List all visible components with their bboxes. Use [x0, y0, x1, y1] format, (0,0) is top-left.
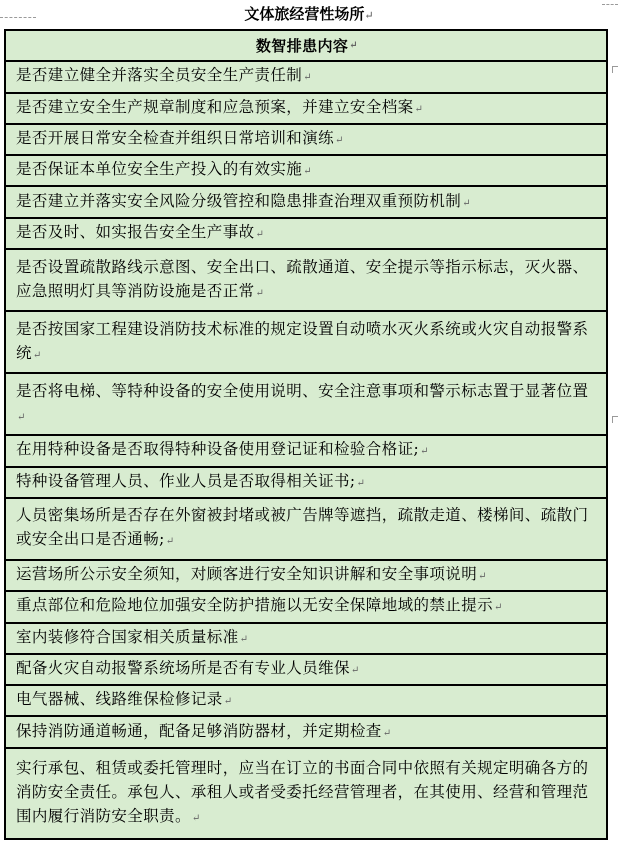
table-row: 是否及时、如实报告安全生产事故↵ [6, 219, 606, 248]
table-row: 配备火灾自动报警系统场所是否有专业人员维保↵ [6, 655, 606, 684]
table-row: 是否将电梯、等特种设备的安全使用说明、安全注意事项和警示标志置于显著位置↵ [6, 374, 606, 434]
row-end-mark [612, 66, 618, 73]
table-row: 电气器械、线路维保检修记录↵ [6, 686, 606, 715]
table-row: 在用特种设备是否取得特种设备使用登记证和检验合格证;↵ [6, 436, 606, 465]
table-row: 室内装修符合国家相关质量标准↵ [6, 624, 606, 653]
table-row: 实行承包、租赁或委托管理时，应当在订立的书面合同中依照有关规定明确各方的消防安全责任。承包人、承租人或者受委托经营管理者，在其使用、经营和管理范围内履行消防安全职责。↵ [6, 749, 606, 838]
row-end-mark [612, 416, 618, 423]
table-row: 重点部位和危险地位加强安全防护措施以无安全保障地域的禁止提示↵ [6, 592, 606, 621]
table-row: 特种设备管理人员、作业人员是否取得相关证书;↵ [6, 468, 606, 497]
table-header-label: 数智排患内容 [255, 36, 349, 55]
table-row: 是否建立安全生产规章制度和应急预案，并建立安全档案↵ [6, 94, 606, 123]
table-row: 是否保证本单位安全生产投入的有效实施↵ [6, 156, 606, 185]
table-row: 保持消防通道畅通，配备足够消防器材，并定期检查↵ [6, 717, 606, 746]
table-row: 人员密集场所是否存在外窗被封堵或被广告牌等遮挡，疏散走道、楼梯间、疏散门或安全出口是否通畅;↵ [6, 499, 606, 559]
table-row: 是否按国家工程建设消防技术标准的规定设置自动喷水灭火系统或火灾自动报警系统↵ [6, 312, 606, 372]
table-row: 是否建立并落实安全风险分级管控和隐患排查治理双重预防机制↵ [6, 187, 606, 216]
table-header: 数智排患内容 ↵ [6, 31, 606, 60]
document-title: 文体旅经营性场所↵ [244, 5, 374, 23]
table-row: 是否建立健全并落实全员安全生产责任制↵ [6, 62, 606, 91]
table-row: 运营场所公示安全须知，对顾客进行安全知识讲解和安全事项说明↵ [6, 561, 606, 590]
table-row: 是否设置疏散路线示意图、安全出口、疏散通道、安全提示等指示标志，灭火器、应急照明灯具等消防设施是否正常↵ [6, 250, 606, 310]
checklist-table [4, 29, 608, 840]
table-row: 是否开展日常安全检查并组织日常培训和演练↵ [6, 125, 606, 154]
